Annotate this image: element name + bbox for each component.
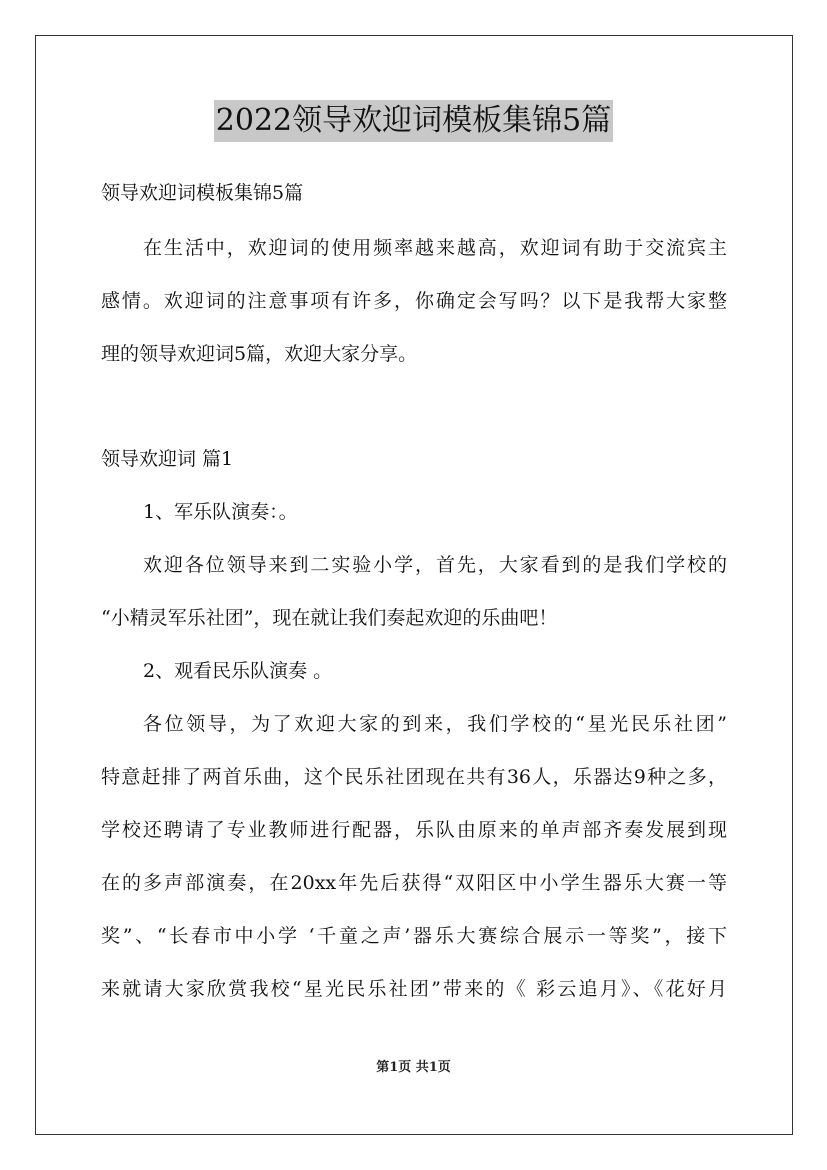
item-heading: 2、观看民乐队演奏 。 <box>143 660 333 682</box>
paragraph-line: 欢迎各位领导来到二实验小学，首先，大家看到的是我们学校的 <box>143 554 727 576</box>
item-heading: 1、军乐队演奏：。 <box>143 501 298 523</box>
paragraph-line: 特意赶排了两首乐曲，这个民乐社团现在共有36人，乐器达9种之多， <box>101 766 727 788</box>
paragraph-line: 感情。欢迎词的注意事项有许多，你确定会写吗？以下是我帮大家整 <box>101 290 727 312</box>
section-1 <box>101 433 727 1016</box>
paragraph-line: 在的多声部演奏，在20xx年先后获得“双阳区中小学生器乐大赛一等 <box>101 872 727 894</box>
section-heading: 领导欢迎词 篇1 <box>101 448 234 470</box>
paragraph-line: 理的领导欢迎词5篇，欢迎大家分享。 <box>101 343 418 365</box>
page-footer: 第1页 共1页 <box>376 1060 451 1075</box>
title-wrap <box>0 100 827 142</box>
paragraph-line: 奖”、“长春市中小学 ‘千童之声’器乐大赛综合展示一等奖”，接下 <box>101 925 727 947</box>
spacer <box>101 381 727 433</box>
paragraph-line: “小精灵军乐社团”，现在就让我们奏起欢迎的乐曲吧！ <box>101 607 558 629</box>
document-body <box>101 172 727 1016</box>
intro-paragraph <box>101 222 727 381</box>
paragraph-line: 在生活中，欢迎词的使用频率越来越高，欢迎词有助于交流宾主 <box>143 237 727 259</box>
paragraph-line: 学校还聘请了专业教师进行配器，乐队由原来的单声部齐奏发展到现 <box>101 819 727 841</box>
document-title: 2022领导欢迎词模板集锦5篇 <box>214 100 613 142</box>
paragraph-line: 各位领导，为了欢迎大家的到来，我们学校的“星光民乐社团” <box>143 713 727 735</box>
paragraph-line: 来就请大家欣赏我校“星光民乐社团”带来的《 彩云追月》、《花好月 <box>101 978 727 1000</box>
document-subtitle: 领导欢迎词模板集锦5篇 <box>101 182 304 204</box>
